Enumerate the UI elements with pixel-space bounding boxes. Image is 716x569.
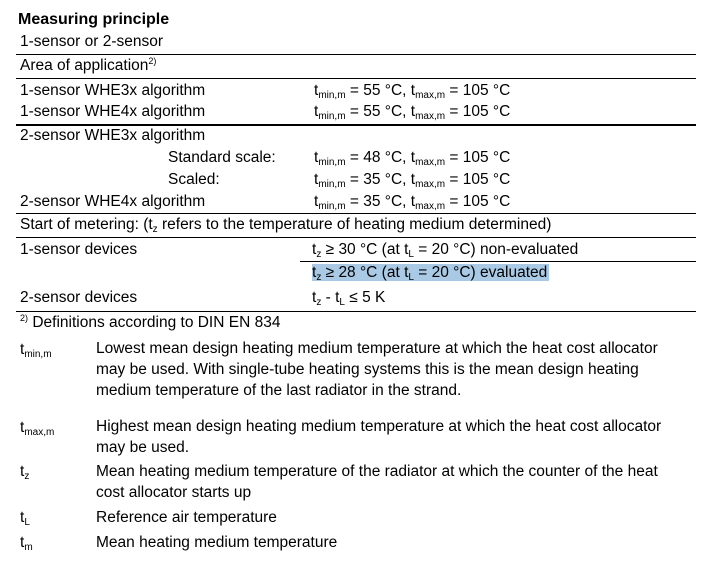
divider bbox=[16, 54, 696, 55]
row-2s-whe4x-label: 2-sensor WHE4x algorithm bbox=[20, 193, 206, 210]
divider bbox=[16, 78, 696, 79]
row-scaled-value: $t_{min,m} = 35$ °C, $t_{max,m} = 105$ °C bbox=[314, 171, 511, 190]
row-standard-scale-label: Standard scale: bbox=[168, 149, 276, 166]
definition-tl: Reference air temperature bbox=[96, 509, 277, 526]
symbol-tz: $t_z$ bbox=[20, 463, 30, 482]
devices-2s-value: $t_z - t_L \le 5$ K bbox=[312, 289, 386, 308]
symbol-tm: $t_m$ bbox=[20, 534, 33, 553]
row-standard-scale-value: $t_{min,m} = 48$ °C, $t_{max,m} = 105$ °C bbox=[314, 149, 511, 168]
row-2s-whe3x-label: 2-sensor WHE3x algorithm bbox=[20, 127, 206, 144]
footnote-mark: 2) bbox=[148, 56, 157, 66]
divider bbox=[16, 237, 696, 238]
divider bbox=[16, 124, 696, 126]
divider bbox=[16, 213, 696, 214]
symbol-tmin: $t_{min,m}$ bbox=[20, 341, 52, 360]
row-2s-whe4x-value: $t_{min,m} = 35$ °C, $t_{max,m} = 105$ °C bbox=[314, 193, 511, 212]
area-of-application-label: Area of application$^{2)}$ bbox=[20, 56, 157, 74]
highlight: $t_z \ge 28$ °C (at $t_L = 20$ °C) evaluated bbox=[312, 264, 548, 283]
definition-tmax: Highest mean design heating medium temperature at which the heat cost allocator may be used. bbox=[96, 418, 662, 456]
definition-tz: Mean heating medium temperature of the radiator at which the counter of the heat cost allocator starts up bbox=[96, 463, 658, 501]
devices-1s-label: 1-sensor devices bbox=[20, 241, 138, 258]
row-1s-whe4x-value: $t_{min,m} = 55$ °C, $t_{max,m} = 105$ °C bbox=[314, 103, 511, 122]
symbol-tmax: $t_{max,m}$ bbox=[20, 419, 55, 438]
devices-1s-non-evaluated: $t_z \ge 30$ °C (at $t_L = 20$ °C) non-evaluated bbox=[312, 241, 579, 260]
sensor-row-label: 1-sensor or 2-sensor bbox=[20, 33, 164, 50]
row-1s-whe3x-label: 1-sensor WHE3x algorithm bbox=[20, 82, 206, 99]
definition-tmin: Lowest mean design heating medium temperature at which the heat cost allocator may be used. With single-tube heating systems this is the mean design heating medium temperature of the last radiator in the strand. bbox=[96, 340, 658, 399]
symbol-tl: $t_L$ bbox=[20, 509, 30, 528]
definition-tm: Mean heating medium temperature bbox=[96, 534, 338, 551]
divider bbox=[300, 261, 696, 262]
divider bbox=[16, 311, 696, 312]
section-title: Measuring principle bbox=[18, 11, 170, 28]
devices-2s-label: 2-sensor devices bbox=[20, 289, 138, 306]
start-of-metering: Start of metering: ($t_z$ refers to the temperature of heating medium determined) bbox=[20, 216, 552, 235]
row-1s-whe4x-label: 1-sensor WHE4x algorithm bbox=[20, 103, 206, 120]
row-1s-whe3x-value: $t_{min,m} = 55$ °C, $t_{max,m} = 105$ °C bbox=[314, 82, 511, 101]
devices-1s-evaluated bbox=[312, 264, 549, 282]
definitions-title: $^{2)}$ Definitions according to DIN EN 834 bbox=[20, 313, 281, 331]
row-scaled-label: Scaled: bbox=[168, 171, 220, 188]
